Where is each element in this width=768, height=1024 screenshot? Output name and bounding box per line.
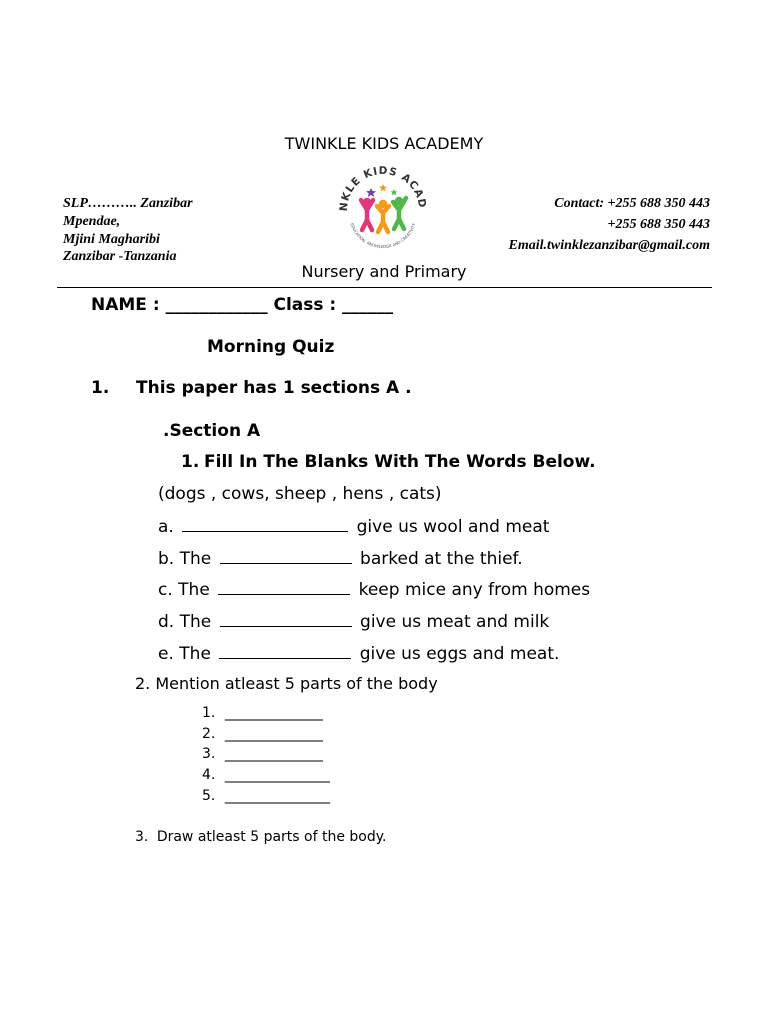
body-part-item — [202, 767, 330, 783]
answer-line[interactable]: ______________ — [224, 746, 323, 762]
item-text: give us eggs and meat. — [359, 644, 560, 664]
address-line-2: Mpendae, — [63, 214, 121, 229]
star-icon — [379, 184, 387, 191]
item-label: e. — [158, 644, 174, 664]
school-subtitle: Nursery and Primary — [301, 262, 467, 281]
class-label: Class : — [267, 295, 343, 315]
fill-item-b — [158, 547, 523, 569]
fill-item-c — [158, 578, 590, 600]
answer-blank[interactable] — [220, 547, 352, 564]
item-prefix: The — [179, 644, 211, 664]
question-2: 2. Mention atleast 5 parts of the body — [135, 674, 438, 693]
item-label: d. — [158, 612, 175, 632]
item-number: 2. — [202, 726, 216, 742]
contact-phone-1: Contact: +255 688 350 443 — [554, 196, 710, 211]
answer-line[interactable]: _______________ — [224, 788, 330, 804]
fill-item-e — [158, 642, 559, 664]
instruction-number: 1. — [91, 378, 110, 398]
logo-bottom-text: EDUCATION, KNOWLEDGE AND CREATIVITY — [349, 222, 417, 250]
kids-figures-icon — [361, 197, 406, 232]
item-text: give us meat and milk — [360, 612, 550, 632]
item-number: 5. — [202, 788, 216, 804]
star-icon — [391, 189, 398, 195]
name-label: NAME : — [91, 295, 166, 315]
item-label: a. — [158, 517, 174, 537]
question-1-title: Fill In The Blanks With The Words Below. — [204, 452, 596, 472]
item-text: give us wool and meat — [356, 517, 550, 537]
contact-phone-2: +255 688 350 443 — [607, 217, 710, 232]
section-title: .Section A — [163, 421, 261, 441]
class-field[interactable]: ______ — [342, 295, 394, 315]
answer-line[interactable]: _______________ — [224, 767, 330, 783]
quiz-title: Morning Quiz — [207, 337, 335, 357]
item-number: 1. — [202, 705, 216, 721]
answer-line[interactable]: ______________ — [224, 705, 323, 721]
item-prefix: The — [179, 549, 212, 569]
fill-item-d — [158, 610, 549, 632]
school-name: TWINKLE KIDS ACADEMY — [284, 134, 484, 153]
fill-item-a — [158, 515, 549, 537]
answer-blank[interactable] — [218, 578, 350, 595]
instruction-text: This paper has 1 sections A . — [136, 378, 412, 398]
question-3-text: Draw atleast 5 parts of the body. — [156, 829, 387, 845]
question-3-number: 3. — [135, 829, 149, 845]
body-part-item — [202, 746, 323, 762]
word-bank: (dogs , cows, sheep , hens , cats) — [158, 484, 442, 504]
answer-blank[interactable] — [182, 515, 348, 532]
contact-email: Email.twinklezanzibar@gmail.com — [508, 238, 710, 253]
answer-blank[interactable] — [220, 610, 352, 627]
body-part-item — [202, 788, 330, 804]
body-part-item — [202, 726, 323, 742]
item-label: c. — [158, 580, 173, 600]
item-prefix: The — [179, 612, 212, 632]
star-icon — [366, 188, 376, 197]
item-text: keep mice any from homes — [358, 580, 591, 600]
question-3 — [135, 829, 386, 845]
logo-ring-text: NKLE KIDS ACAD — [337, 164, 429, 212]
item-number: 3. — [202, 746, 216, 762]
item-label: b. — [158, 549, 175, 569]
item-number: 4. — [202, 767, 216, 783]
answer-blank[interactable] — [219, 642, 351, 659]
name-class-line — [91, 295, 393, 315]
school-logo — [331, 158, 435, 254]
item-prefix: The — [178, 580, 210, 600]
address-line-3: Mjini Magharibi — [63, 232, 160, 247]
address-line-4: Zanzibar -Tanzania — [63, 249, 177, 264]
body-part-item — [202, 705, 323, 721]
name-field[interactable]: ____________ — [165, 295, 268, 315]
header-divider — [57, 287, 712, 288]
item-text: barked at the thief. — [360, 549, 523, 569]
question-1-number: 1. — [181, 452, 200, 472]
answer-line[interactable]: ______________ — [224, 726, 323, 742]
address-line-1: SLP……….. Zanzibar — [63, 196, 193, 211]
